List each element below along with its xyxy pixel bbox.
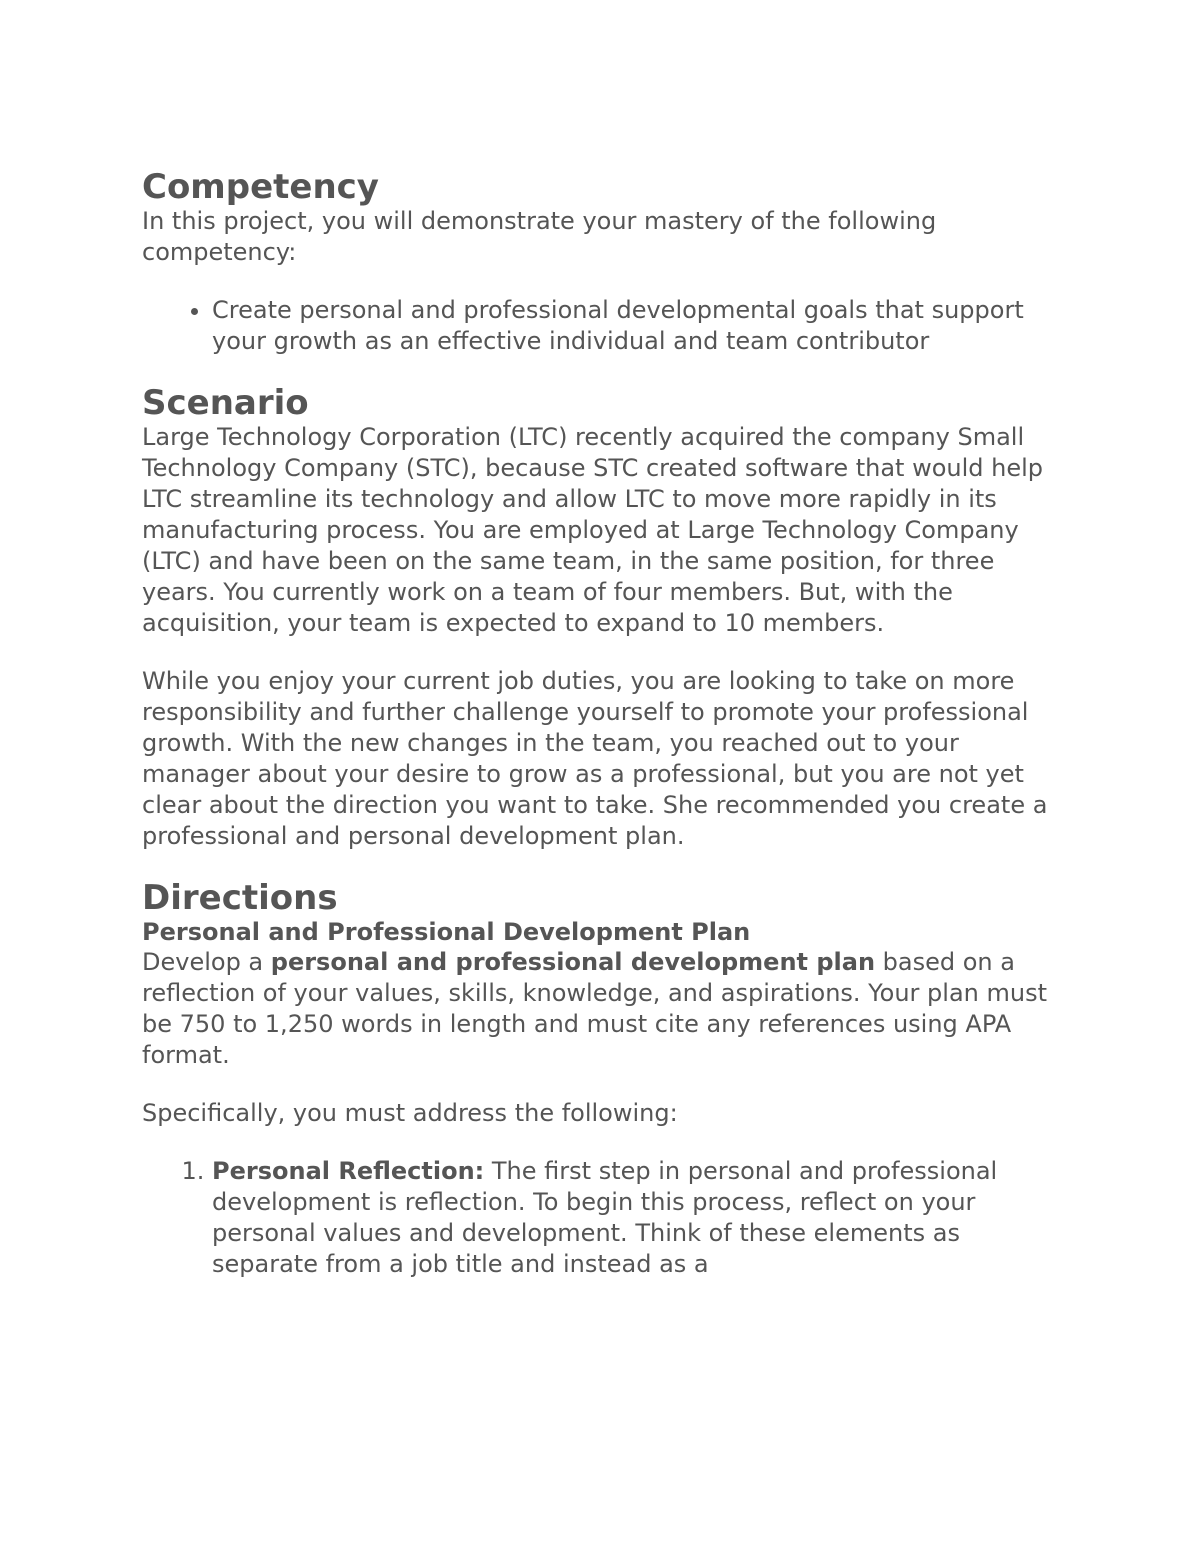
competency-list	[142, 295, 1072, 357]
directions-item-label: Personal Reflection:	[212, 1157, 485, 1185]
directions-paragraph	[142, 947, 1072, 1071]
develop-prefix: Develop a	[142, 948, 271, 976]
scenario-paragraph: While you enjoy your current job duties, you are looking to take on more responsibility and further challenge yourself to promote your professional growth. With the new changes in the team, you reached out to your manager about your desire to grow as a professional, but you are not yet clear about the direction you want to take. She recommended you create a professional and personal development plan.	[142, 667, 1048, 850]
scenario-heading: Scenario	[142, 383, 309, 423]
directions-item-text: The first step in personal and professional development is reflection. To begin this process, reflect on your personal values and development. Think of these elements as separate from a job title and instead as a	[212, 1157, 998, 1278]
directions-subheading: Personal and Professional Development Plan	[142, 918, 751, 946]
develop-bold: personal and professional development plan	[270, 948, 876, 976]
document-page	[142, 168, 1072, 1280]
competency-heading: Competency	[142, 167, 379, 207]
directions-heading: Directions	[142, 878, 338, 918]
directions-item	[212, 1156, 1072, 1280]
develop-suffix: based on a reflection of your values, skills, knowledge, and aspirations. Your plan must be 750 to 1,250 words in length and must cite any references using APA format.	[142, 948, 1047, 1069]
directions-list	[142, 1156, 1072, 1280]
competency-item: • Create personal and professional developmental goals that support your growth as an effective individual and team contributor	[212, 295, 1072, 357]
scenario-paragraph: Large Technology Corporation (LTC) recently acquired the company Small Technology Company (STC), because STC created software that would help LTC streamline its technology and allow LTC to move more rapidly in its manufacturing process. You are employed at Large Technology Company (LTC) and have been on the same team, in the same position, for three years. You currently work on a team of four members. But, with the acquisition, your team is expected to expand to 10 members.	[142, 423, 1044, 637]
specifically-paragraph: Specifically, you must address the following:	[142, 1099, 678, 1127]
competency-intro: In this project, you will demonstrate your mastery of the following competency:	[142, 207, 937, 266]
